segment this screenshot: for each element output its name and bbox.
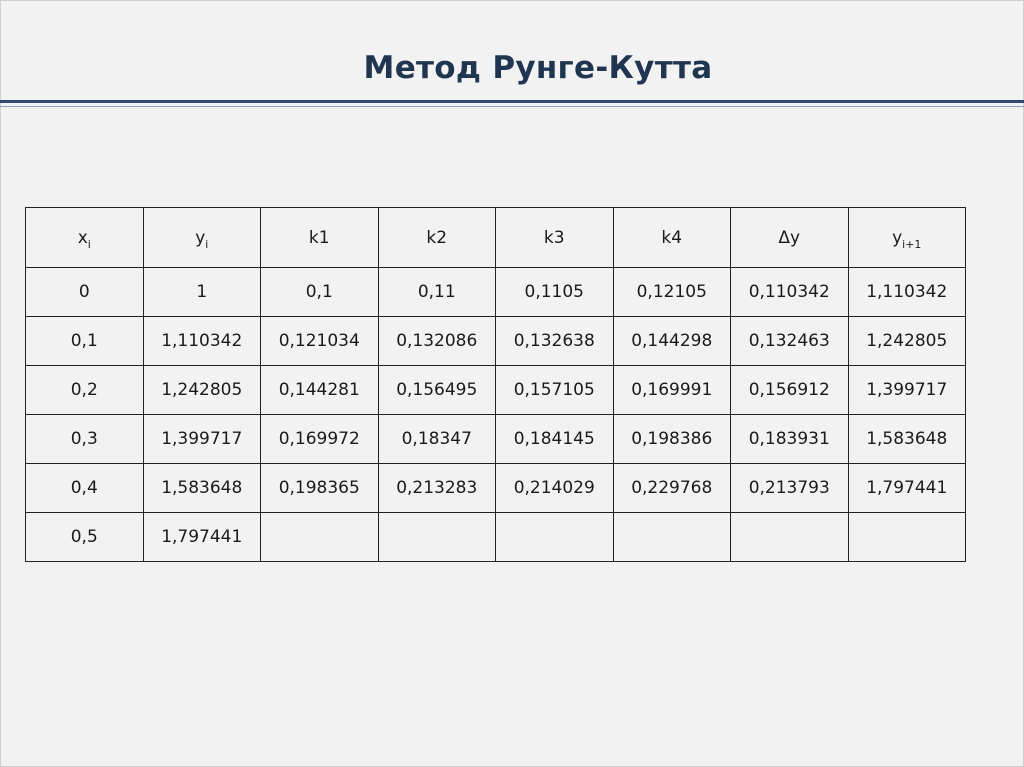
slide-title: Метод Рунге-Кутта xyxy=(363,50,713,86)
table-cell: 0,1105 xyxy=(496,268,614,317)
table-cell: 0,213283 xyxy=(378,464,496,513)
header-subscript: i+1 xyxy=(902,237,922,251)
header-cell xyxy=(613,208,731,268)
table-cell xyxy=(496,513,614,562)
table-cell: 0,3 xyxy=(26,415,144,464)
table-row xyxy=(26,268,966,317)
table-row xyxy=(26,415,966,464)
table-cell: 0,156495 xyxy=(378,366,496,415)
title-divider-thin xyxy=(0,106,1024,107)
table-cell: 0,132086 xyxy=(378,317,496,366)
table-row xyxy=(26,366,966,415)
table-cell xyxy=(261,513,379,562)
table-cell: 0,214029 xyxy=(496,464,614,513)
header-label: x xyxy=(77,227,88,248)
table-cell: 0,183931 xyxy=(731,415,849,464)
table-row xyxy=(26,513,966,562)
table-cell: 1,110342 xyxy=(848,268,966,317)
header-subscript: i xyxy=(205,237,209,251)
table-cell: 1,797441 xyxy=(143,513,261,562)
header-cell xyxy=(261,208,379,268)
table-cell: 0,4 xyxy=(26,464,144,513)
header-label: y xyxy=(892,227,903,248)
table-cell: 0,144281 xyxy=(261,366,379,415)
table-cell: 0,229768 xyxy=(613,464,731,513)
table-cell xyxy=(378,513,496,562)
table-cell: 1,242805 xyxy=(848,317,966,366)
table-cell: 1,399717 xyxy=(143,415,261,464)
table-cell: 0,1 xyxy=(26,317,144,366)
table-cell xyxy=(848,513,966,562)
table-cell: 1,399717 xyxy=(848,366,966,415)
table-cell: 1 xyxy=(143,268,261,317)
table-cell: 0 xyxy=(26,268,144,317)
table-cell: 1,110342 xyxy=(143,317,261,366)
table-cell: 0,144298 xyxy=(613,317,731,366)
table-header-row xyxy=(26,208,966,268)
table-cell: 0,110342 xyxy=(731,268,849,317)
table-cell: 0,157105 xyxy=(496,366,614,415)
header-label: Δy xyxy=(778,227,801,248)
table-cell: 0,121034 xyxy=(261,317,379,366)
header-cell xyxy=(378,208,496,268)
table-cell: 1,583648 xyxy=(848,415,966,464)
header-label: k4 xyxy=(661,227,683,248)
runge-kutta-table xyxy=(25,207,966,562)
table-cell: 0,12105 xyxy=(613,268,731,317)
table-body xyxy=(26,208,966,562)
header-cell xyxy=(731,208,849,268)
table-cell: 0,18347 xyxy=(378,415,496,464)
table-cell: 0,132463 xyxy=(731,317,849,366)
header-label: k1 xyxy=(308,227,330,248)
table-cell: 0,1 xyxy=(261,268,379,317)
table-cell: 0,11 xyxy=(378,268,496,317)
table-cell: 0,184145 xyxy=(496,415,614,464)
header-label: y xyxy=(195,227,206,248)
title-divider-thick xyxy=(0,100,1024,103)
table-cell: 0,132638 xyxy=(496,317,614,366)
table-cell: 1,242805 xyxy=(143,366,261,415)
table-cell: 0,169972 xyxy=(261,415,379,464)
table-cell xyxy=(731,513,849,562)
table-cell: 0,198386 xyxy=(613,415,731,464)
table-cell: 0,213793 xyxy=(731,464,849,513)
table-cell: 0,169991 xyxy=(613,366,731,415)
table-cell: 0,2 xyxy=(26,366,144,415)
header-cell xyxy=(848,208,966,268)
header-label: k3 xyxy=(543,227,565,248)
header-subscript: i xyxy=(87,237,91,251)
table-cell: 1,583648 xyxy=(143,464,261,513)
header-label: k2 xyxy=(426,227,448,248)
table-cell xyxy=(613,513,731,562)
table-cell: 0,156912 xyxy=(731,366,849,415)
table-cell: 1,797441 xyxy=(848,464,966,513)
table-cell: 0,198365 xyxy=(261,464,379,513)
table-cell: 0,5 xyxy=(26,513,144,562)
table-row xyxy=(26,464,966,513)
header-cell xyxy=(26,208,144,268)
table-row xyxy=(26,317,966,366)
header-cell xyxy=(496,208,614,268)
header-cell xyxy=(143,208,261,268)
